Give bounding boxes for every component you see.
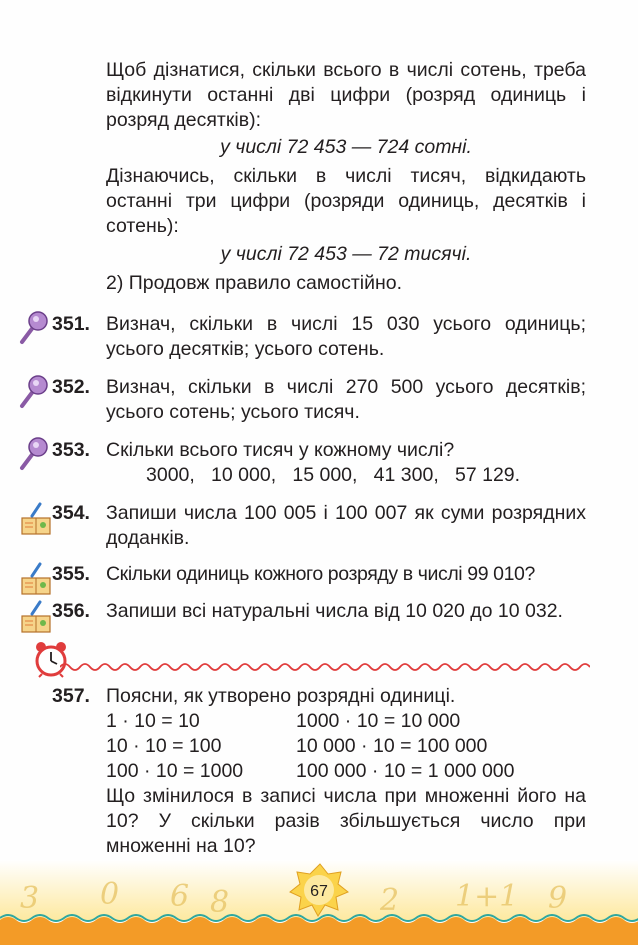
wavy-divider xyxy=(60,660,590,674)
exercise-number: 354. xyxy=(52,502,90,524)
notebook-pencil-icon xyxy=(18,500,54,538)
exercise-question: Що змінилося в записі числа при множенні його на 10? У скільки разів збільшується число при множенні на 10? xyxy=(106,785,586,857)
footer-digit: 6 xyxy=(170,879,190,914)
notebook-pencil-icon xyxy=(18,560,54,598)
microphone-icon xyxy=(16,434,50,472)
footer-decoration xyxy=(0,860,638,945)
exercise-text: Запиши всі натуральні числа від 10 020 до 10 032. xyxy=(106,600,563,622)
microphone-icon xyxy=(16,372,50,410)
intro-example-1: у числі 72 453 — 724 сотні. xyxy=(220,136,472,158)
exercise-text: Поясни, як утворено розрядні одиниці. xyxy=(106,685,456,707)
equation: 100 000 · 10 = 1 000 000 xyxy=(296,760,515,782)
exercise-number: 352. xyxy=(52,376,90,398)
intro-paragraph-1: Щоб дізнатися, скільки всього в числі сотень, треба відкинути останні дві цифри (розряд одиниць і розряд десятків): xyxy=(106,59,586,131)
intro-paragraph-2: Дізнаючись, скільки в числі тисяч, відкидають останні три цифри (розряди одиниць, десятків і сотень): xyxy=(106,165,586,237)
exercise-text: Визнач, скільки в числі 15 030 усього одиниць; усього десятків; усього сотень. xyxy=(106,313,586,360)
footer-digit: 9 xyxy=(548,881,568,916)
footer-digit: 3 xyxy=(20,881,40,916)
exercise-text: Скільки одиниць кожного розряду в числі 99 010? xyxy=(106,563,535,585)
microphone-icon xyxy=(16,308,50,346)
exercise-text: Визнач, скільки в числі 270 500 усього десятків; усього сотень; усього тисяч. xyxy=(106,376,586,423)
footer-digit: 2 xyxy=(380,883,400,918)
footer-digit: 8 xyxy=(210,885,230,920)
notebook-pencil-icon xyxy=(18,598,54,636)
exercise-number: 356. xyxy=(52,600,90,622)
exercise-number: 357. xyxy=(52,685,90,707)
page-number: 67 xyxy=(310,883,328,900)
exercise-text: Запиши числа 100 005 і 100 007 як суми розрядних доданків. xyxy=(106,502,586,549)
exercise-number: 355. xyxy=(52,563,90,585)
exercise-numbers-list: 3000, 10 000, 15 000, 41 300, 57 129. xyxy=(146,464,521,486)
exercise-number: 351. xyxy=(52,313,90,335)
footer-digit: 0 xyxy=(100,877,120,912)
equation: 100 · 10 = 1000 xyxy=(106,760,244,782)
equations-left xyxy=(106,709,243,784)
intro-paragraph-3: 2) Продовж правило самостійно. xyxy=(106,272,403,294)
equation: 10 · 10 = 100 xyxy=(106,735,222,757)
intro-example-2: у числі 72 453 — 72 тисячі. xyxy=(220,243,472,265)
footer-digit: 1+1 xyxy=(455,879,519,914)
exercise-number: 353. xyxy=(52,439,90,461)
equations-right xyxy=(296,709,514,784)
equation: 1 · 10 = 10 xyxy=(106,710,200,732)
equation: 1000 · 10 = 10 000 xyxy=(296,710,461,732)
exercise-text: Скільки всього тисяч у кожному числі? xyxy=(106,439,455,461)
equation: 10 000 · 10 = 100 000 xyxy=(296,735,488,757)
